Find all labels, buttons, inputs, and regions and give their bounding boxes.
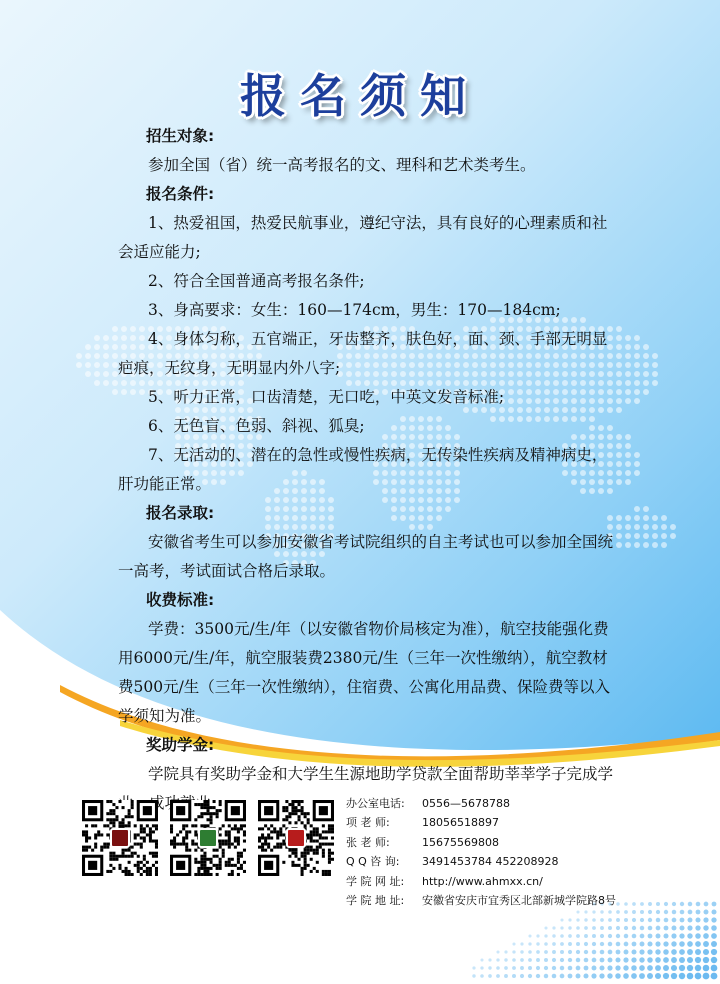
contact-info xyxy=(346,794,716,910)
contact-row xyxy=(346,833,716,852)
contact-label: Q Q 咨 询: xyxy=(346,855,400,869)
contact-label: 张 老 师: xyxy=(346,835,390,849)
contact-value[interactable]: http://www.ahmxx.cn/ xyxy=(422,874,543,888)
contact-row xyxy=(346,891,716,910)
section-paragraph: 5、听力正常，口齿清楚，无口吃，中英文发音标准; xyxy=(148,388,505,406)
section-heading: 收费标准: xyxy=(146,591,215,609)
contact-label: 办公室电话: xyxy=(346,797,405,810)
section-heading: 招生对象: xyxy=(146,127,215,145)
contact-row xyxy=(346,872,716,891)
section-paragraph: 2、符合全国普通高考报名条件; xyxy=(148,272,365,290)
qr-code-3[interactable] xyxy=(258,800,334,876)
contact-label: 学 院 地 址: xyxy=(346,894,405,908)
qr-code-2[interactable] xyxy=(170,800,246,876)
contact-row xyxy=(346,852,716,871)
section-paragraph: 1、热爱祖国，热爱民航事业，遵纪守法，具有良好的心理素质和社会适应能力; xyxy=(118,214,608,261)
contact-label: 项 老 师: xyxy=(346,816,390,830)
section-heading: 报名录取: xyxy=(146,504,215,522)
section-heading: 报名条件: xyxy=(146,185,215,203)
contact-label: 学 院 网 址: xyxy=(346,874,405,888)
contact-value: 3491453784 452208928 xyxy=(422,855,559,869)
contact-row xyxy=(346,794,716,813)
footer-dots-decoration xyxy=(470,900,720,984)
qr-logo-icon xyxy=(110,828,130,848)
section-heading: 奖助学金: xyxy=(146,736,215,754)
contact-value: 18056518897 xyxy=(422,816,499,830)
section-paragraph: 7、无活动的、潜在的急性或慢性疾病，无传染性疾病及精神病史，肝功能正常。 xyxy=(118,446,608,493)
section-paragraph: 6、无色盲、色弱、斜视、狐臭; xyxy=(148,417,365,435)
contact-value: 0556—5678788 xyxy=(422,797,510,810)
contact-value: 15675569808 xyxy=(422,835,499,849)
section-paragraph: 安徽省考生可以参加安徽省考试院组织的自主考试也可以参加全国统一高考，考试面试合格后录取。 xyxy=(118,533,614,580)
qr-code-1[interactable] xyxy=(82,800,158,876)
contact-value: 安徽省安庆市宜秀区北部新城学院路8号 xyxy=(422,894,616,908)
section-paragraph: 学院具有奖助学金和大学生生源地助学贷款全面帮助莘莘学子完成学 成功 xyxy=(148,765,614,812)
section-paragraph: 3、身高要求：女生：160—174cm，男生：170—184cm; xyxy=(148,301,561,319)
page-title: 报名须知 xyxy=(240,69,480,123)
qr-logo-icon xyxy=(286,828,306,848)
section-paragraph: 4、身体匀称，五官端正，牙齿整齐，肤色好，面、颈、手部无明显疤痕，无纹身，无明显内外八字; xyxy=(118,330,608,377)
notice-content xyxy=(118,122,618,818)
contact-row xyxy=(346,813,716,832)
qr-logo-icon xyxy=(198,828,218,848)
section-paragraph: 参加全国（省）统一高考报名的文、理科和艺术类考生。 xyxy=(148,156,536,174)
section-paragraph: 学费：3500元/生/年（以安徽省物价局核定为准），航空技能强化费用6000元/生/年，航空服装费2380元/生（三年一次性缴纳），航空教材费500元/生（三年一次性缴纳），住宿费、公寓化用品费、保险费等以入学须知为准。 xyxy=(118,620,611,725)
